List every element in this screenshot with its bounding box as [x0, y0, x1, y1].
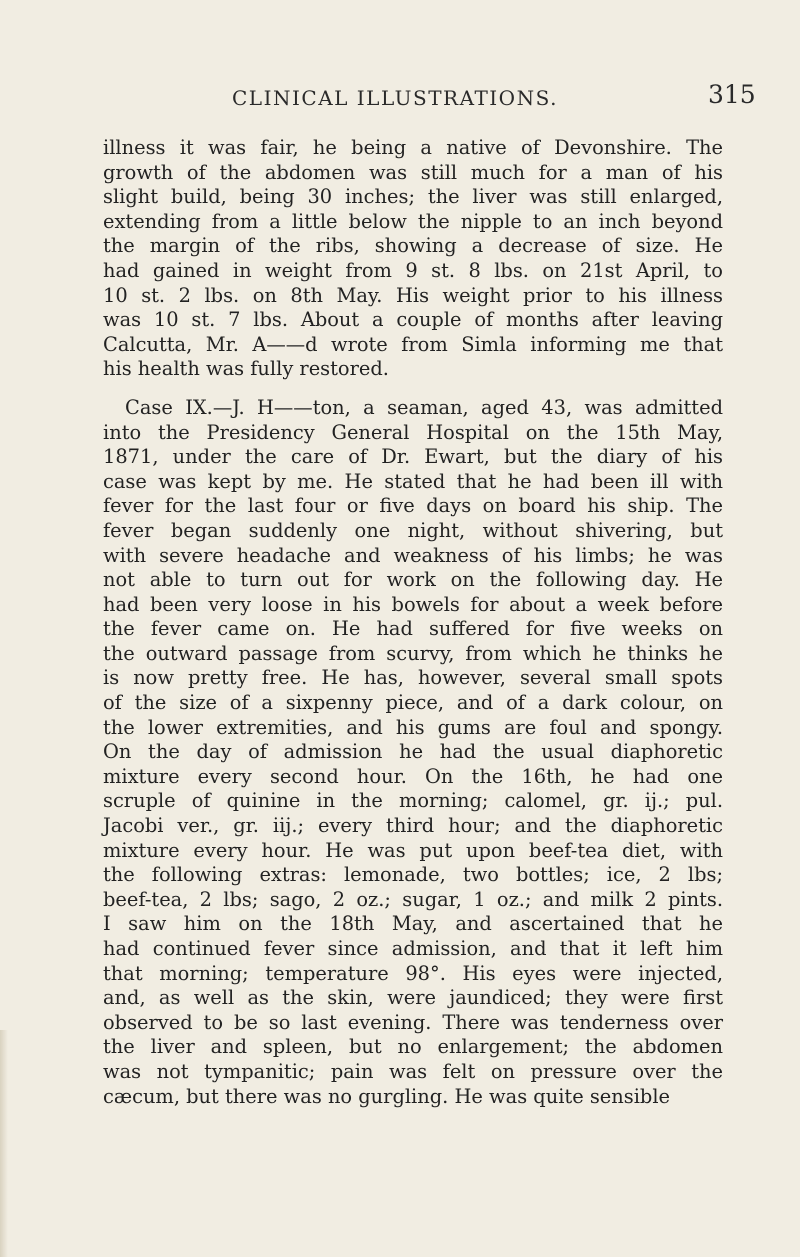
text-line: the margin of the ribs, showing a decrease of size. He — [103, 234, 723, 258]
text-line: the following extras: lemonade, two bottles; ice, 2 lbs; — [103, 863, 723, 887]
text-line: his health was fully restored. — [103, 357, 389, 381]
paragraph-2-case-ix — [103, 396, 723, 1109]
text-line: 10 st. 2 lbs. on 8th May. His weight prior to his illness — [103, 283, 723, 307]
text-line: slight build, being 30 inches; the liver was still enlarged, — [103, 185, 723, 209]
text-line: of the size of a sixpenny piece, and of a dark colour, on — [103, 691, 723, 715]
text-line: fever for the last four or five days on board his ship. The — [103, 494, 723, 518]
paragraph-1 — [103, 136, 723, 382]
text-line: and, as well as the skin, were jaundiced; they were first — [103, 986, 723, 1010]
text-line: Jacobi ver., gr. iij.; every third hour; and the diaphoretic — [103, 814, 723, 838]
body-text — [103, 136, 723, 1109]
text-line: I saw him on the 18th May, and ascertained that he — [103, 912, 723, 936]
text-line: the liver and spleen, but no enlargement; the abdomen — [103, 1035, 723, 1059]
text-line: cæcum, but there was no gurgling. He was quite sensible — [103, 1084, 670, 1108]
text-line: the lower extremities, and his gums are foul and spongy. — [103, 715, 723, 739]
text-line: not able to turn out for work on the following day. He — [103, 568, 723, 592]
text-line: Case IX.—J. H——ton, a seaman, aged 43, was admitted — [125, 395, 723, 419]
text-line: had continued fever since admission, and that it left him — [103, 937, 723, 960]
text-line: that morning; temperature 98°. His eyes were injected, — [103, 961, 723, 985]
text-line: the fever came on. He had suffered for five weeks on — [103, 617, 723, 641]
text-line: had gained in weight from 9 st. 8 lbs. on 21st April, to — [103, 258, 723, 282]
text-line: is now pretty free. He has, however, several small spots — [103, 666, 723, 690]
text-line: illness it was fair, he being a native of Devonshire. The — [103, 136, 723, 159]
text-line: Calcutta, Mr. A——d wrote from Simla informing me that — [103, 332, 723, 356]
text-line: mixture every hour. He was put upon beef-tea diet, with — [103, 838, 723, 862]
text-line: scruple of quinine in the morning; calomel, gr. ij.; pul. — [103, 789, 723, 813]
text-line: had been very loose in his bowels for about a week before — [103, 592, 723, 616]
text-line: was 10 st. 7 lbs. About a couple of months after leaving — [103, 308, 723, 332]
text-line: was not tympanitic; pain was felt on pressure over the — [103, 1059, 723, 1083]
text-line: extending from a little below the nipple to an inch beyond — [103, 209, 723, 233]
text-line: beef-tea, 2 lbs; sago, 2 oz.; sugar, 1 oz.; and milk 2 pints. — [103, 887, 723, 911]
text-line: the outward passage from scurvy, from which he thinks he — [103, 641, 723, 665]
paragraph-gap — [103, 382, 723, 396]
text-line: mixture every second hour. On the 16th, he had one — [103, 764, 723, 788]
text-line: observed to be so last evening. There was tenderness over — [103, 1010, 723, 1034]
running-title: CLINICAL ILLUSTRATIONS. — [232, 86, 558, 110]
text-line: case was kept by me. He stated that he had been ill with — [103, 469, 723, 493]
text-line: fever began suddenly one night, without shivering, but — [103, 518, 723, 542]
page-gutter-shadow — [0, 1030, 8, 1257]
text-line: into the Presidency General Hospital on the 15th May, — [103, 420, 723, 444]
page-number: 315 — [708, 80, 756, 109]
text-line: growth of the abdomen was still much for a man of his — [103, 160, 723, 184]
text-line: 1871, under the care of Dr. Ewart, but the diary of his — [103, 445, 723, 469]
text-line: with severe headache and weakness of his limbs; he was — [103, 543, 723, 567]
text-line: On the day of admission he had the usual diaphoretic — [103, 740, 723, 764]
